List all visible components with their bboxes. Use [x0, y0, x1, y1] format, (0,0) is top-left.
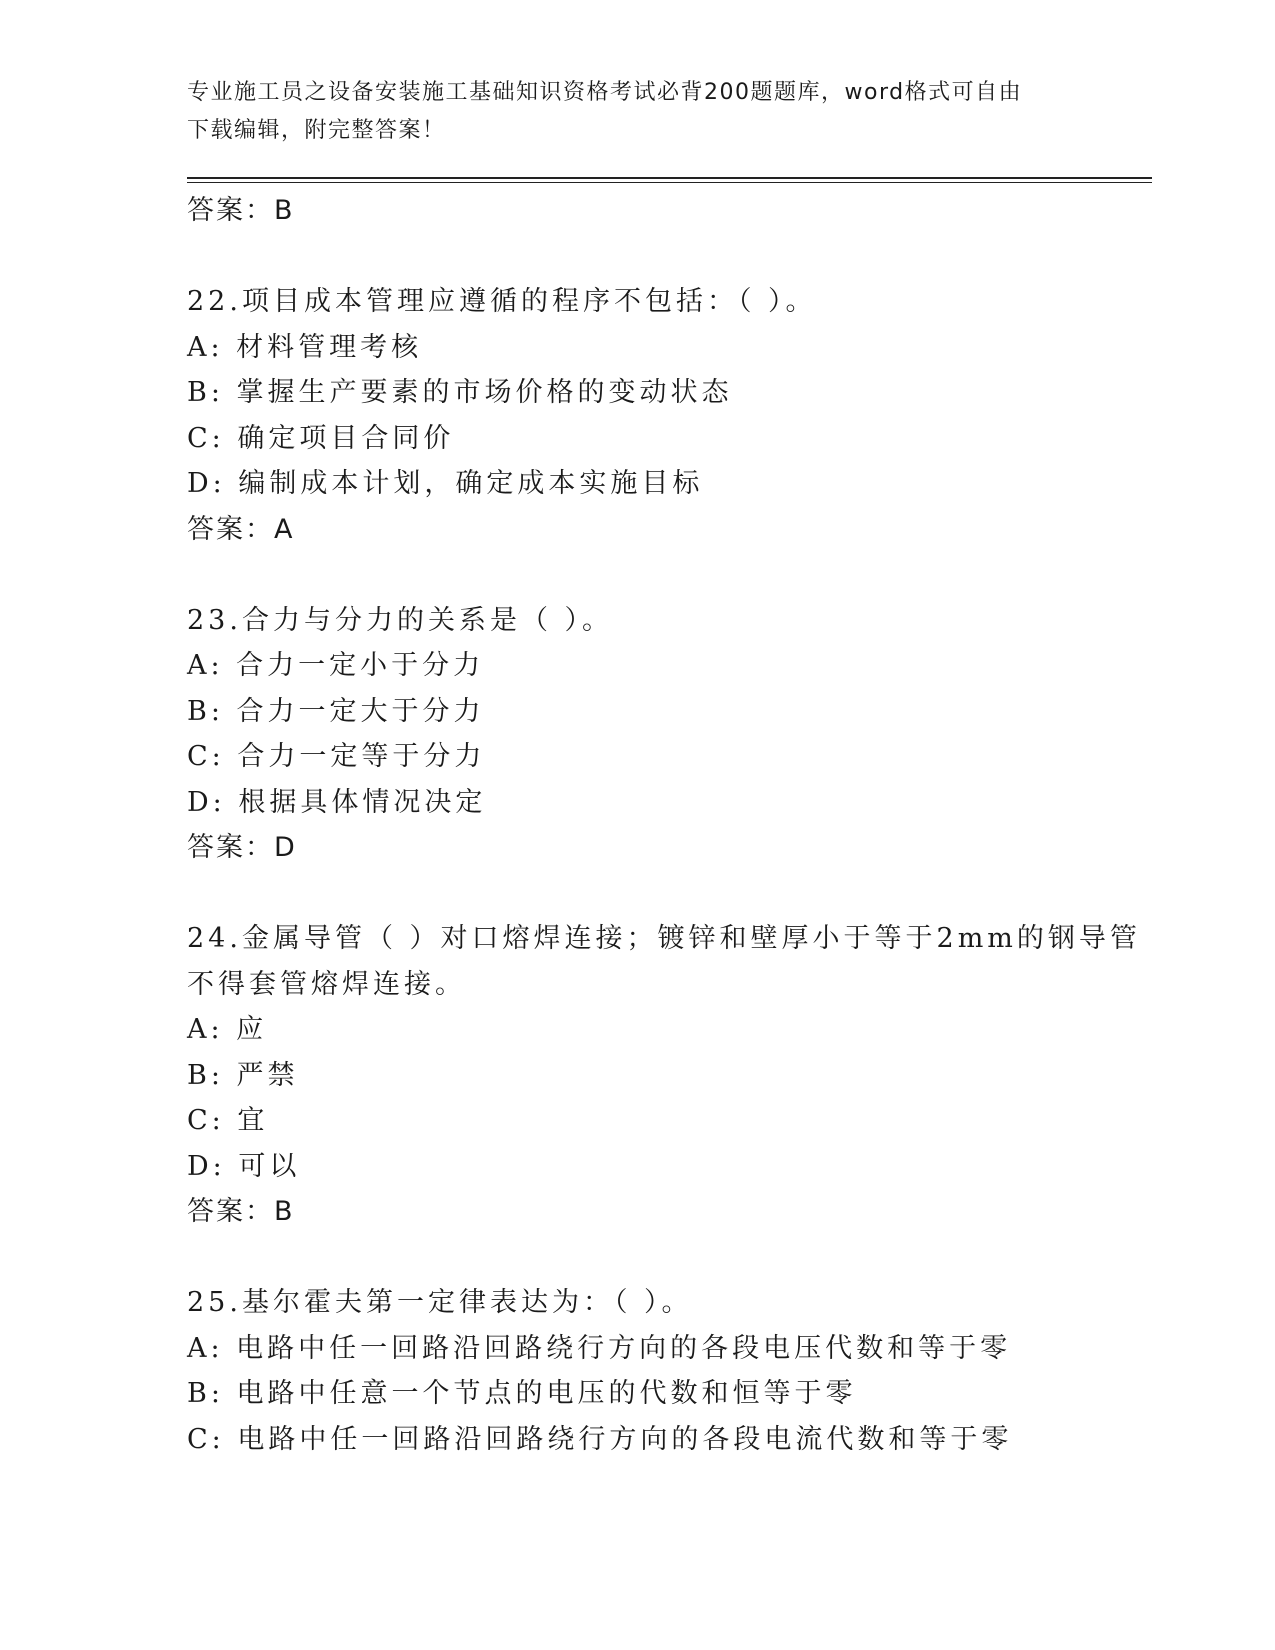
document-header	[187, 74, 1067, 150]
question-content	[187, 188, 1141, 1462]
option-a: A: 合力一定小于分力	[187, 650, 485, 681]
option-c: C: 合力一定等于分力	[187, 741, 486, 772]
option-d: D: 可以	[187, 1150, 301, 1182]
answer: 答案：D	[187, 832, 297, 863]
question-stem: 23.合力与分力的关系是（ ）。	[187, 604, 614, 636]
spacer	[187, 552, 1087, 598]
option-a: A: 电路中任一回路沿回路绕行方向的各段电压代数和等于零	[187, 1332, 1012, 1364]
header-divider	[187, 177, 1152, 183]
question-23	[187, 598, 1087, 871]
spacer	[187, 1235, 1087, 1281]
option-b: B: 合力一定大于分力	[187, 695, 485, 727]
option-c: C: 电路中任一回路沿回路绕行方向的各段电流代数和等于零	[187, 1423, 1013, 1455]
option-b: B: 严禁	[187, 1059, 299, 1091]
option-a: A: 应	[187, 1014, 268, 1045]
answer: 答案：A	[187, 513, 295, 545]
question-stem: 22.项目成本管理应遵循的程序不包括：（ ）。	[187, 286, 817, 317]
option-b: B: 掌握生产要素的市场价格的变动状态	[187, 377, 733, 408]
option-d: D: 编制成本计划，确定成本实施目标	[187, 468, 704, 499]
header-line-1: 专业施工员之设备安装施工基础知识资格考试必背200题题库，word格式可自由	[187, 80, 1023, 105]
option-c: C: 宜	[187, 1105, 269, 1136]
question-24	[187, 916, 1141, 1235]
question-25	[187, 1280, 1087, 1462]
spacer	[187, 871, 1087, 917]
option-a: A: 材料管理考核	[187, 331, 423, 363]
question-22	[187, 279, 1087, 552]
option-d: D: 根据具体情况决定	[187, 786, 487, 818]
question-stem-line-1: 24.金属导管（ ）对口熔焊连接；镀锌和壁厚小于等于2mm的钢导管	[187, 923, 1141, 954]
question-stem-line-2: 不得套管熔焊连接。	[187, 968, 466, 1000]
option-b: B: 电路中任意一个节点的电压的代数和恒等于零	[187, 1378, 857, 1409]
answer-21: 答案：B	[187, 195, 295, 226]
question-stem: 25.基尔霍夫第一定律表达为：（ ）。	[187, 1287, 693, 1318]
answer: 答案：B	[187, 1196, 295, 1227]
spacer	[187, 234, 1087, 280]
header-line-2: 下载编辑，附完整答案！	[187, 118, 446, 143]
option-c: C: 确定项目合同价	[187, 422, 455, 454]
